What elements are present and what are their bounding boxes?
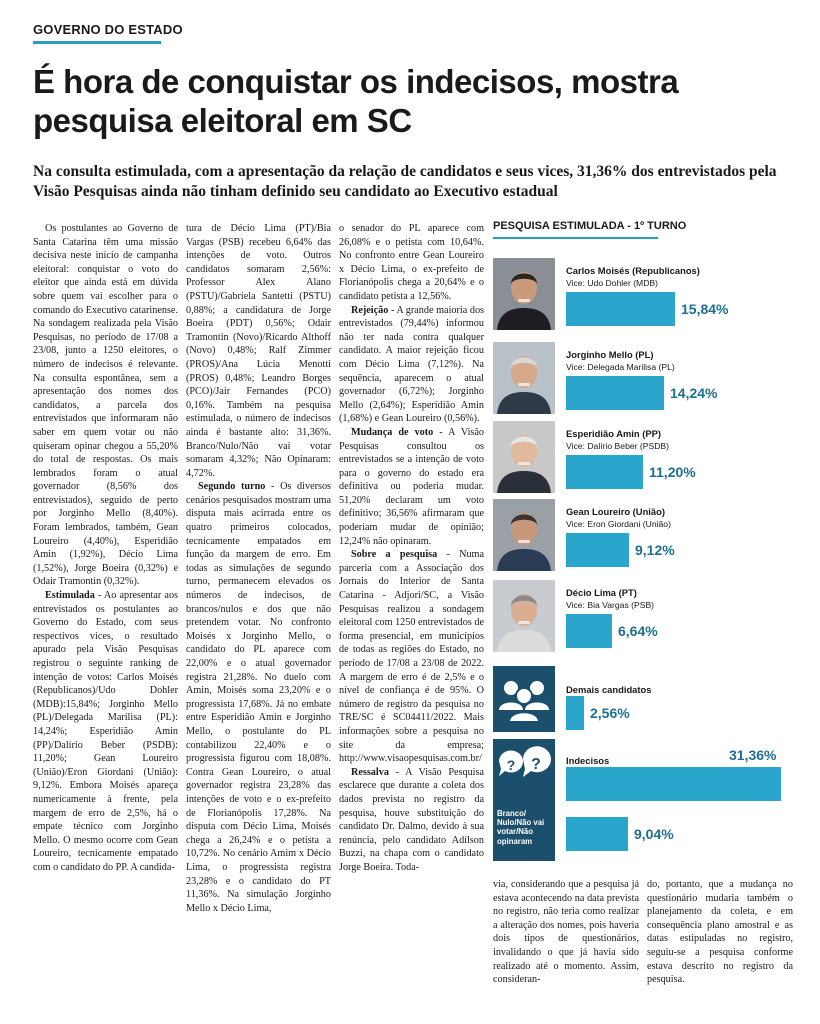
candidate-name: Esperidião Amin (PP)	[566, 428, 661, 439]
candidate-photo	[493, 499, 555, 571]
chart-title-underline	[493, 237, 658, 239]
chart-bar	[566, 533, 629, 567]
candidate-vice: Vice: Udo Dohler (MDB)	[566, 278, 659, 288]
subhead: Na consulta estimulada, com a apresentação da relação de candidatos e seus vices, 31,36% dos entrevistados pela Visão Pesquisas ainda não tinham definido seu candidato ao Executivo estadual	[33, 163, 777, 200]
column-4	[493, 878, 639, 987]
candidate-photo-icon	[493, 258, 555, 330]
paragraph-lead: Ressalva	[351, 766, 389, 778]
paragraph-lead: Sobre a pesquisa	[351, 549, 438, 561]
paragraph	[33, 589, 178, 874]
paragraph: o senador do PL aparece com 26,08% e o petista com 10,64%. No confronto entre Gean Loureiro x Décio Lima, o ex-prefeito de Florianópolis chega a 20,64% e o candidato petista a 12,56%.	[339, 223, 484, 302]
paragraph	[339, 426, 484, 548]
category-name: Demais candidatos	[566, 684, 652, 695]
candidate-vice: Vice: Dalírio Beber (PSDB)	[566, 441, 670, 451]
chart-value-label: 14,24%	[670, 385, 718, 401]
paragraph	[339, 766, 484, 875]
paragraph-lead: Rejeição	[351, 304, 389, 316]
others-icon-box	[493, 666, 555, 732]
chart-title: PESQUISA ESTIMULADA - 1º TURNO	[493, 220, 687, 232]
chart-row	[493, 805, 793, 885]
section-tag: GOVERNO DO ESTADO	[33, 22, 183, 37]
candidate-vice: Vice: Bia Vargas (PSB)	[566, 600, 655, 610]
chart-bar	[566, 376, 664, 410]
paragraph	[339, 304, 484, 426]
candidate-photo-icon	[493, 421, 555, 493]
candidate-name: Décio Lima (PT)	[566, 587, 637, 598]
people-group-icon	[493, 666, 555, 732]
chart-value-label: 9,12%	[635, 542, 675, 558]
candidate-name: Carlos Moisés (Republicanos)	[566, 265, 700, 276]
category-name: Indecisos	[566, 755, 610, 766]
candidate-photo	[493, 342, 555, 414]
paragraph-text: - Numa parceria com a Associação dos Jornais do Interior de Santa Catarina - Adjori/SC, a Visão Pesquisas realizou a sondagem eleitoral com 1250 entrevistados de forma presencial, em municípios de todas as regiões do Estado, no período de 17/08 a 23/08 de 2022. A margem de erro é de 2,5% e o nível de confiança é de 95%. O número de registro da pesquisa no TRE/SC é SC04411/2022. Mais informações sobre a pesquisa no site da empresa; http://www.visaopesquisas.com.br/	[339, 549, 484, 765]
paragraph: do, portanto, que a mudança no questionário mudaria também o planejamento da coleta, e em consequência plano amostral e as datas estipuladas no registro, seguiu-se a pesquisa conforme estava descrito no registro da pesquisa.	[647, 879, 793, 986]
column-5	[647, 878, 793, 987]
chart-bar	[566, 817, 628, 851]
candidate-photo	[493, 258, 555, 330]
chart-bar	[566, 767, 781, 801]
paragraph	[339, 548, 484, 766]
candidate-photo-icon	[493, 342, 555, 414]
candidate-vice: Vice: Delegada Marilisa (PL)	[566, 362, 675, 372]
candidate-name: Gean Loureiro (União)	[566, 506, 665, 517]
blank-null-label-box: Branco/ Nulo/Não vai votar/Não opinaram	[493, 805, 555, 861]
candidate-photo	[493, 421, 555, 493]
column-3	[339, 222, 484, 875]
paragraph-text: - A Visão Pesquisa esclarece que durante a coleta dos dados prevista no registro da pesquisa, houve substituição do candidato Dr. Dalmo, devido à sua renúncia, pelo candidato Adílson Buzzi, na chapa com o candidato Jorge Boeira. Toda-	[339, 766, 484, 873]
paragraph: via, considerando que a pesquisa já estava acontecendo na data prevista no registro, não teria como realizar a alteração dos nomes, pois haveria dois tipos de questionários, invalidando o que já havia sido realizado até o momento. Assim, consideran-	[493, 879, 639, 986]
chart-value-label: 2,56%	[590, 705, 630, 721]
chart-value-label: 15,84%	[681, 301, 729, 317]
paragraph-text: - A grande maioria dos entrevistados (79,44%) informou não ter nada contra qualquer candidato. A maior rejeição ficou com Décio Lima (7,12%). Na sequência, aparecem o atual governador (6,72%); Jorginho Mello (2,64%); Esperidião Amin (1,68%) e Gean Loureiro (0,56%).	[339, 304, 484, 425]
chart-bar	[566, 696, 584, 730]
headline: É hora de conquistar os indecisos, mostra pesquisa eleitoral em SC	[33, 63, 679, 139]
chart-row	[493, 499, 793, 579]
chart-row	[493, 664, 793, 744]
paragraph-lead: Estimulada	[45, 590, 95, 602]
column-1	[33, 222, 178, 875]
chart-value-label: 11,20%	[649, 464, 696, 480]
chart-bar	[566, 455, 643, 489]
chart-row	[493, 342, 793, 422]
svg-text:?: ?	[506, 757, 516, 773]
chart-row	[493, 258, 793, 338]
paragraph: tura de Décio Lima (PT)/Bia Vargas (PSB) recebeu 6,64% das intenções de voto. Outros candidatos somaram 2,56%: Professor Alex Alano (PSTU)/Gabriela Santetti (PSTU) 0,88%; a candidatura de Jorge Boeira (PDT) 0,56%; Odair Tramontin (Novo)/Ricardo Althoff (Novo) 0,48%; Ralf Zimmer (PROS)/Ana Lúcia Menotti (PROS) 0,48%; Leandro Borges (PCO)/Jair Fernandes (PCO) 0,16%. Também na pesquisa estimulada, o número de indecisos ainda é bastante alto: 31,36%. Branco/Nulo/Não vai votar somaram 4,32%; Não Opinaram: 4,72%.	[186, 223, 331, 479]
paragraph-text: - Ao apresentar aos entrevistados os postulantes ao Governo do Estado, com seus respectivos vices, o resultado apurado pela Visão Pesquisas registrou o seguinte ranking de intenção de votos: Carlos Moisés (Republicanos)/Udo Dohler (MDB):15,84%; Jorginho Mello (PL)/Delegada Marilisa (PL): 14,24%; Esperidião Amin (PP)/Dalírio Beber (PSDB): 11,20%; Gean Loureiro (União)/Eron Giordani (União): 9,12%. Embora Moisés apareça numericamente à frente, pela margem de erro de 2,5%, há o empate técnico com Jorginho Mello. O mesmo ocorre com Gean Loureiro, tecnicamente empatado com o candidato do PP. A candida-	[33, 590, 178, 873]
paragraph-text: - Os diversos cenários pesquisados mostram uma disputa mais acirrada entre os quatro primeiros colocados, tecnicamente empatados em função da margem de erro. Em todas as simulações de segundo turno, permanecem elevados os números de indecisos, de brancos/nulos e dos que não pretendem votar. No confronto Moisés x Jorginho Mello, o candidato do PL aparece com 22,00% e o atual governador registra 21,28%. No duelo com Amin, Moisés soma 23,20% e o progressista 17,68%. Já no embate entre Esperidião Amin e Jorginho Mello, o postulante do PL contabilizou 22,40% e o progressista figurou com 18,08%. Contra Gean Loureiro, o atual governador registra 23,28% das intenções de voto e o ex-prefeito de Florianópolis 17,28%. Na disputa com Décio Lima, Moisés chega a 26,24% e o petista a 10,72%. No cenário Amim x Décio Lima, o progressista registra 23,28% e o candidato do PT 11,36%. Na simulação Jorginho Mello x Décio Lima,	[186, 481, 332, 914]
chart-bar	[566, 292, 675, 326]
paragraph-lead: Segundo turno	[198, 481, 266, 493]
chart-value-label: 9,04%	[634, 826, 674, 842]
paragraph: Os postulantes ao Governo de Santa Catarina têm uma missão decisiva neste início de campanha eleitoral: conquistar o voto do eleitor que ainda está em dúvida sobre quem vai escolher para o comando do Executivo catarinense. Na sondagem realizada pela Visão Pesquisas, no período de 17/08 a 23/08, junto a 1250 eleitores, o número de indecisos é relevante. Na consulta espontânea, sem a apresentação dos nomes dos candidatos, a parcela dos entrevistados que informaram não saber em quem votar ou não quiseram opinar chegou a 55,20% do total de respostas. Os mais lembrados foram o atual governador (8,56% dos entrevistados), seguido de perto por Jorginho Mello (8,40%). Foram lembrados, também, Gean Loureiro (4,40%), Esperidião Amin (1,92%), Décio Lima (1,52%), Jorge Boeira (0,32%) e Odair Tramontin (0,32%).	[33, 223, 178, 588]
chart-value-label: 31,36%	[729, 747, 777, 763]
chart-row	[493, 421, 793, 501]
chart-row	[493, 580, 793, 660]
undecided-icon-box	[493, 739, 555, 805]
chart-row	[493, 735, 793, 815]
question-bubbles-icon	[493, 739, 555, 805]
paragraph	[186, 480, 331, 915]
candidate-photo-icon	[493, 499, 555, 571]
chart-value-label: 6,64%	[618, 623, 658, 639]
candidate-vice: Vice: Eron Giordani (União)	[566, 519, 671, 529]
paragraph-text: - A Visão Pesquisas consultou os entrevistados se a intenção de voto para o governo do estado era definitiva ou poderia mudar. 51,20% declaram um voto definitivo; 36,56% afirmaram que poderiam mudar de opinião; 12,24% não opinaram.	[339, 426, 484, 547]
chart-bar	[566, 614, 612, 648]
column-2	[186, 222, 331, 915]
candidate-name: Jorginho Mello (PL)	[566, 349, 654, 360]
section-tag-underline	[33, 41, 161, 44]
candidate-photo-icon	[493, 580, 555, 652]
candidate-photo	[493, 580, 555, 652]
svg-text:?: ?	[531, 756, 541, 773]
paragraph-lead: Mudança de voto	[351, 426, 434, 438]
